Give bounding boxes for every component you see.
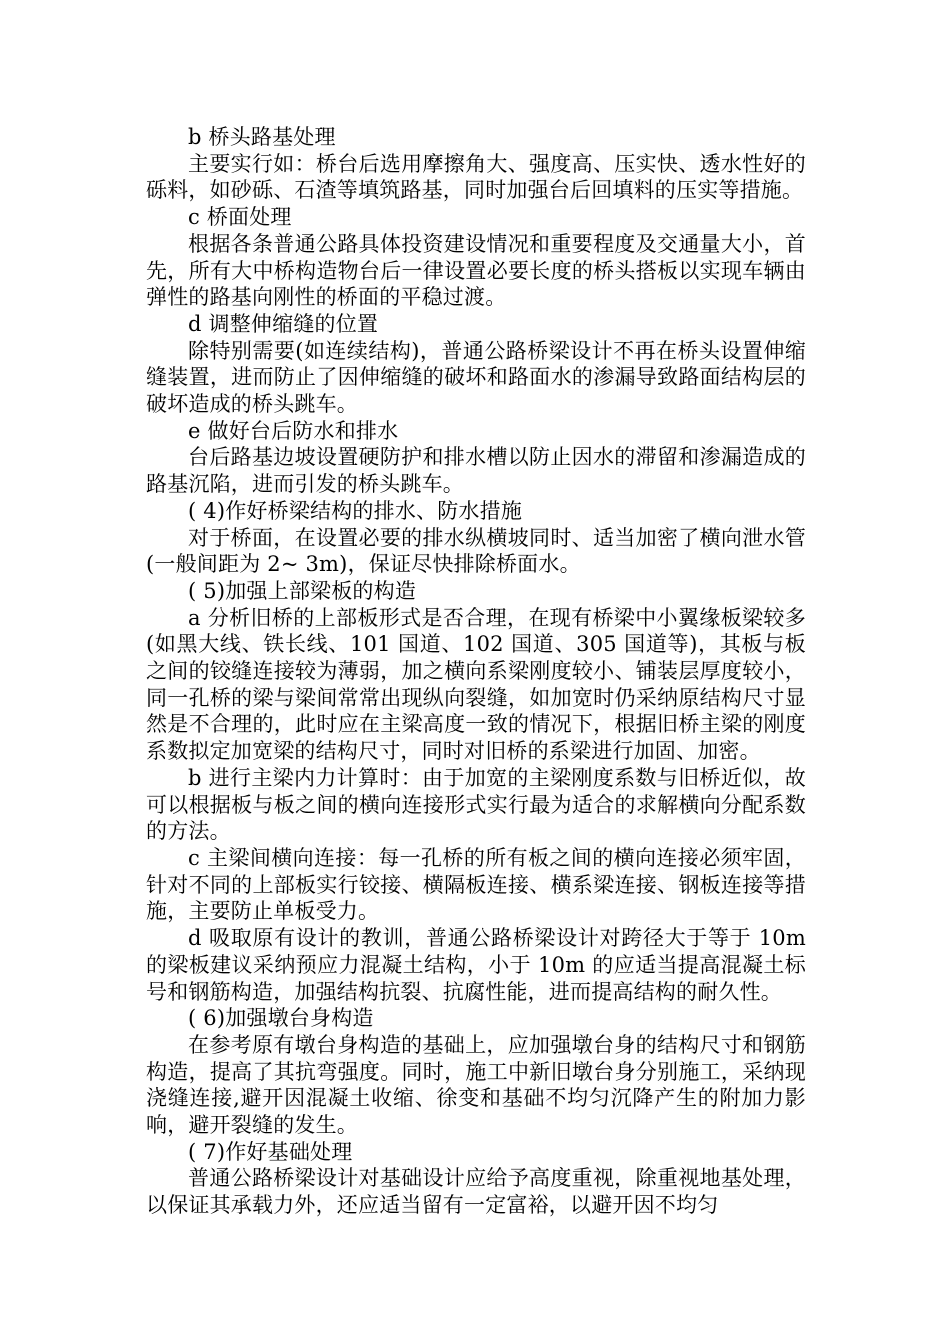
paragraph-drainage-measures: 对于桥面，在设置必要的排水纵横坡同时、适当加密了横向泄水管(一般间距为 2~ 3m)，保证尽快排除桥面水。 (146, 525, 806, 577)
paragraph-bridgehead-subgrade: 主要实行如：桥台后选用摩擦角大、强度高、压实快、透水性好的砾料，如砂砾、石渣等填筑路基，同时加强台后回填料的压实等措施。 (146, 151, 806, 203)
heading-d-expansion-joint: d 调整伸缩缝的位置 (188, 311, 379, 336)
paragraph-pier-abutment: 在参考原有墩台身构造的基础上，应加强墩台身的结构尺寸和钢筋构造，提高了其抗弯强度。同时，施工中新旧墩台身分别施工，采纳现浇缝连接,避开因混凝土收缩、徐变和基础不均匀沉降产生的附加力影响，避开裂缝的发生。 (146, 1032, 806, 1138)
heading-e-waterproof-drainage: e 做好台后防水和排水 (188, 418, 399, 443)
paragraph-5d-lessons: d 吸取原有设计的教训，普通公路桥梁设计对跨径大于等于 10m 的梁板建议采纳预应力混凝土结构，小于 10m 的应适当提高混凝土标号和钢筋构造，加强结构抗裂、抗腐性能，进而提高结构的耐久性。 (146, 926, 806, 1004)
document-body (146, 124, 806, 1219)
paragraph-expansion-joint: 除特别需要(如连续结构)，普通公路桥梁设计不再在桥头设置伸缩缝装置，进而防止了因伸缩缝的破坏和路面水的渗漏导致路面结构层的破坏造成的桥头跳车。 (146, 338, 806, 417)
paragraph-5a-old-bridge-analysis: a 分析旧桥的上部板形式是否合理，在现有桥梁中小翼缘板梁较多(如黑大线、铁长线、101 国道、102 国道、305 国道等)，其板与板之间的铰缝连接较为薄弱，加之横向系梁刚度较小、铺装层厚度较小，同一孔桥的梁与梁间常常出现纵向裂缝，如加宽时仍采纳原结构尺寸显然是不合理的，此时应在主梁高度一致的情况下，根据旧桥主梁的刚度系数拟定加宽梁的结构尺寸，同时对旧桥的系梁进行加固、加密。 (146, 605, 806, 764)
heading-6-pier-abutment: ( 6)加强墩台身构造 (188, 1006, 374, 1031)
heading-c-deck-treatment: c 桥面处理 (188, 205, 292, 230)
paragraph-5c-transverse-connection: c 主梁间横向连接：每一孔桥的所有板之间的横向连接必须牢固，针对不同的上部板实行铰接、横隔板连接、横系梁连接、钢板连接等措施，主要防止单板受力。 (146, 845, 806, 924)
paragraph-deck-treatment: 根据各条普通公路具体投资建设情况和重要程度及交通量大小，首先，所有大中桥构造物台后一律设置必要长度的桥头搭板以实现车辆由弹性的路基向刚性的桥面的平稳过渡。 (146, 231, 806, 310)
paragraph-waterproof-drainage: 台后路基边坡设置硬防护和排水槽以防止因水的滞留和渗漏造成的路基沉陷，进而引发的桥头跳车。 (146, 445, 806, 497)
paragraph-foundation: 普通公路桥梁设计对基础设计应给予高度重视，除重视地基处理，以保证其承载力外，还应适当留有一定富裕，以避开因不均匀 (146, 1166, 806, 1218)
heading-4-drainage-measures: ( 4)作好桥梁结构的排水、防水措施 (188, 498, 523, 523)
heading-b-bridgehead-subgrade: b 桥头路基处理 (188, 125, 336, 149)
heading-7-foundation: ( 7)作好基础处理 (188, 1139, 353, 1164)
paragraph-5b-internal-force: b 进行主梁内力计算时：由于加宽的主梁刚度系数与旧桥近似，故可以根据板与板之间的横向连接形式实行最为适合的求解横向分配系数的方法。 (146, 765, 806, 844)
heading-5-superstructure: ( 5)加强上部梁板的构造 (188, 578, 417, 603)
